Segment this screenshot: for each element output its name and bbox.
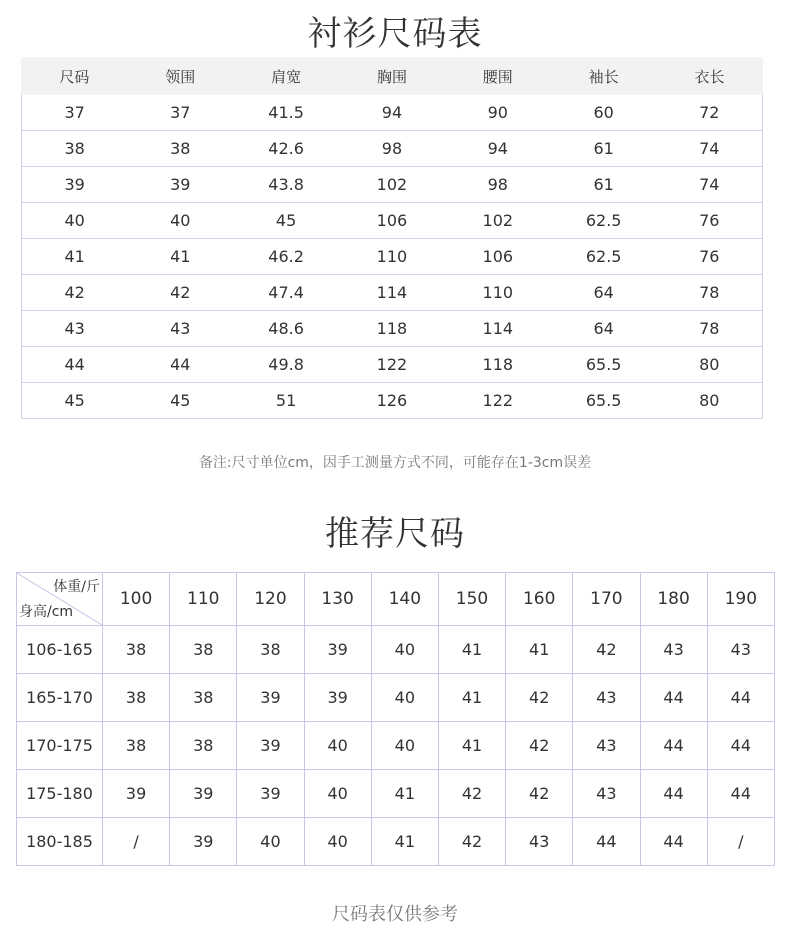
table-cell: 64	[551, 275, 657, 311]
table-cell: 114	[445, 311, 551, 347]
table-cell: 41	[127, 239, 233, 275]
table-row	[22, 275, 763, 311]
recommended-size-cell: 39	[170, 770, 237, 818]
table-cell: 45	[233, 203, 339, 239]
footer-disclaimer: 尺码表仅供参考	[332, 904, 458, 925]
table-cell: 110	[339, 239, 445, 275]
table-cell: 42	[127, 275, 233, 311]
table-cell: 74	[657, 167, 763, 203]
height-row-header: 180-185	[17, 818, 103, 866]
weight-column-header: 150	[438, 573, 505, 626]
table-cell: 126	[339, 383, 445, 419]
table-row	[22, 347, 763, 383]
table-cell: 44	[127, 347, 233, 383]
weight-column-header: 140	[371, 573, 438, 626]
recommended-size-cell: 42	[438, 818, 505, 866]
recommended-size-cell: 39	[237, 674, 304, 722]
table-cell: 65.5	[551, 347, 657, 383]
table-cell: 78	[657, 275, 763, 311]
table-cell: 39	[127, 167, 233, 203]
table-cell: 106	[445, 239, 551, 275]
size-column-header: 腰围	[445, 58, 551, 95]
table-cell: 80	[657, 383, 763, 419]
recommended-size-cell: 39	[304, 674, 371, 722]
size-chart-title: 衬衫尺码表	[307, 14, 483, 54]
table-cell: 47.4	[233, 275, 339, 311]
recommended-size-cell: 42	[573, 626, 640, 674]
size-chart-table	[21, 57, 763, 419]
recommended-size-cell: 40	[371, 674, 438, 722]
table-cell: 46.2	[233, 239, 339, 275]
table-cell: 62.5	[551, 239, 657, 275]
recommended-size-cell: 38	[170, 674, 237, 722]
height-row-header: 106-165	[17, 626, 103, 674]
recommended-size-cell: 41	[506, 626, 573, 674]
weight-column-header: 170	[573, 573, 640, 626]
table-row	[22, 167, 763, 203]
recommend-header-row	[17, 573, 775, 626]
recommended-size-cell: 41	[371, 770, 438, 818]
table-cell: 64	[551, 311, 657, 347]
table-cell: 38	[127, 131, 233, 167]
table-cell: 61	[551, 131, 657, 167]
recommended-size-cell: 43	[640, 626, 707, 674]
table-row	[22, 383, 763, 419]
table-cell: 80	[657, 347, 763, 383]
recommended-size-cell: 44	[707, 674, 774, 722]
weight-column-header: 130	[304, 573, 371, 626]
recommended-size-cell: 43	[707, 626, 774, 674]
recommended-size-cell: 39	[237, 770, 304, 818]
recommended-size-cell: 44	[640, 674, 707, 722]
weight-column-header: 180	[640, 573, 707, 626]
size-column-header: 衣长	[657, 58, 763, 95]
height-row-header: 170-175	[17, 722, 103, 770]
recommended-size-cell: 44	[640, 770, 707, 818]
weight-column-header: 120	[237, 573, 304, 626]
table-cell: 42.6	[233, 131, 339, 167]
weight-column-header: 100	[103, 573, 170, 626]
table-cell: 74	[657, 131, 763, 167]
table-cell: 72	[657, 95, 763, 131]
table-cell: 118	[339, 311, 445, 347]
weight-axis-label: 体重/斤	[53, 579, 100, 595]
recommended-size-cell: 40	[304, 722, 371, 770]
table-cell: 38	[22, 131, 128, 167]
recommended-size-cell: 42	[438, 770, 505, 818]
table-cell: 40	[127, 203, 233, 239]
table-cell: 41	[22, 239, 128, 275]
recommended-size-cell: 42	[506, 770, 573, 818]
recommended-size-cell: 44	[707, 722, 774, 770]
recommended-size-cell: 39	[237, 722, 304, 770]
table-row	[17, 818, 775, 866]
table-row	[17, 722, 775, 770]
recommended-size-cell: 40	[371, 626, 438, 674]
recommended-size-cell: 43	[573, 674, 640, 722]
table-cell: 94	[339, 95, 445, 131]
table-cell: 114	[339, 275, 445, 311]
recommended-size-cell: 40	[371, 722, 438, 770]
recommended-size-cell: 44	[640, 722, 707, 770]
recommended-size-cell: 38	[170, 626, 237, 674]
table-cell: 76	[657, 203, 763, 239]
table-row	[22, 311, 763, 347]
table-cell: 41.5	[233, 95, 339, 131]
table-cell: 51	[233, 383, 339, 419]
recommended-size-cell: 43	[506, 818, 573, 866]
table-cell: 122	[339, 347, 445, 383]
table-cell: 102	[339, 167, 445, 203]
weight-column-header: 190	[707, 573, 774, 626]
table-row	[17, 626, 775, 674]
table-cell: 102	[445, 203, 551, 239]
recommended-size-cell: 40	[304, 818, 371, 866]
size-column-header: 肩宽	[233, 58, 339, 95]
table-cell: 90	[445, 95, 551, 131]
recommended-size-cell: 41	[438, 626, 505, 674]
table-cell: 76	[657, 239, 763, 275]
weight-column-header: 160	[506, 573, 573, 626]
weight-column-header: 110	[170, 573, 237, 626]
table-cell: 122	[445, 383, 551, 419]
recommended-size-cell: 43	[573, 722, 640, 770]
recommended-size-cell: 44	[640, 818, 707, 866]
recommend-chart-title: 推荐尺码	[325, 514, 465, 554]
recommended-size-cell: /	[707, 818, 774, 866]
table-cell: 98	[445, 167, 551, 203]
size-column-header: 领围	[127, 58, 233, 95]
table-cell: 39	[22, 167, 128, 203]
table-row	[22, 95, 763, 131]
table-cell: 61	[551, 167, 657, 203]
height-row-header: 175-180	[17, 770, 103, 818]
table-row	[17, 770, 775, 818]
recommend-size-table	[16, 572, 775, 866]
size-column-header: 袖长	[551, 58, 657, 95]
height-axis-label: 身高/cm	[19, 604, 74, 620]
table-cell: 43.8	[233, 167, 339, 203]
recommended-size-cell: 40	[304, 770, 371, 818]
table-cell: 43	[22, 311, 128, 347]
recommended-size-cell: 42	[506, 722, 573, 770]
table-cell: 45	[127, 383, 233, 419]
table-cell: 65.5	[551, 383, 657, 419]
recommended-size-cell: 38	[170, 722, 237, 770]
recommended-size-cell: 38	[103, 626, 170, 674]
recommended-size-cell: 39	[304, 626, 371, 674]
table-row	[22, 131, 763, 167]
table-cell: 60	[551, 95, 657, 131]
recommended-size-cell: 41	[438, 722, 505, 770]
size-column-header: 尺码	[22, 58, 128, 95]
table-cell: 49.8	[233, 347, 339, 383]
height-row-header: 165-170	[17, 674, 103, 722]
table-cell: 37	[22, 95, 128, 131]
recommended-size-cell: 43	[573, 770, 640, 818]
table-cell: 106	[339, 203, 445, 239]
table-cell: 62.5	[551, 203, 657, 239]
table-row	[22, 203, 763, 239]
recommended-size-cell: 39	[170, 818, 237, 866]
table-cell: 94	[445, 131, 551, 167]
recommended-size-cell: 38	[103, 674, 170, 722]
recommended-size-cell: 39	[103, 770, 170, 818]
table-row	[17, 674, 775, 722]
table-cell: 42	[22, 275, 128, 311]
table-corner-cell	[17, 573, 103, 626]
recommended-size-cell: 38	[237, 626, 304, 674]
table-cell: 110	[445, 275, 551, 311]
recommended-size-cell: 42	[506, 674, 573, 722]
table-cell: 98	[339, 131, 445, 167]
size-chart-note: 备注:尺寸单位cm，因手工测量方式不同，可能存在1-3cm误差	[198, 455, 592, 471]
size-chart-header-row	[22, 58, 763, 95]
recommended-size-cell: 38	[103, 722, 170, 770]
table-row	[22, 239, 763, 275]
table-cell: 37	[127, 95, 233, 131]
table-cell: 48.6	[233, 311, 339, 347]
table-cell: 43	[127, 311, 233, 347]
recommended-size-cell: 44	[573, 818, 640, 866]
table-cell: 45	[22, 383, 128, 419]
table-cell: 78	[657, 311, 763, 347]
size-column-header: 胸围	[339, 58, 445, 95]
recommended-size-cell: 40	[237, 818, 304, 866]
table-cell: 40	[22, 203, 128, 239]
recommended-size-cell: 41	[438, 674, 505, 722]
recommended-size-cell: /	[103, 818, 170, 866]
table-cell: 44	[22, 347, 128, 383]
recommended-size-cell: 41	[371, 818, 438, 866]
table-cell: 118	[445, 347, 551, 383]
recommended-size-cell: 44	[707, 770, 774, 818]
